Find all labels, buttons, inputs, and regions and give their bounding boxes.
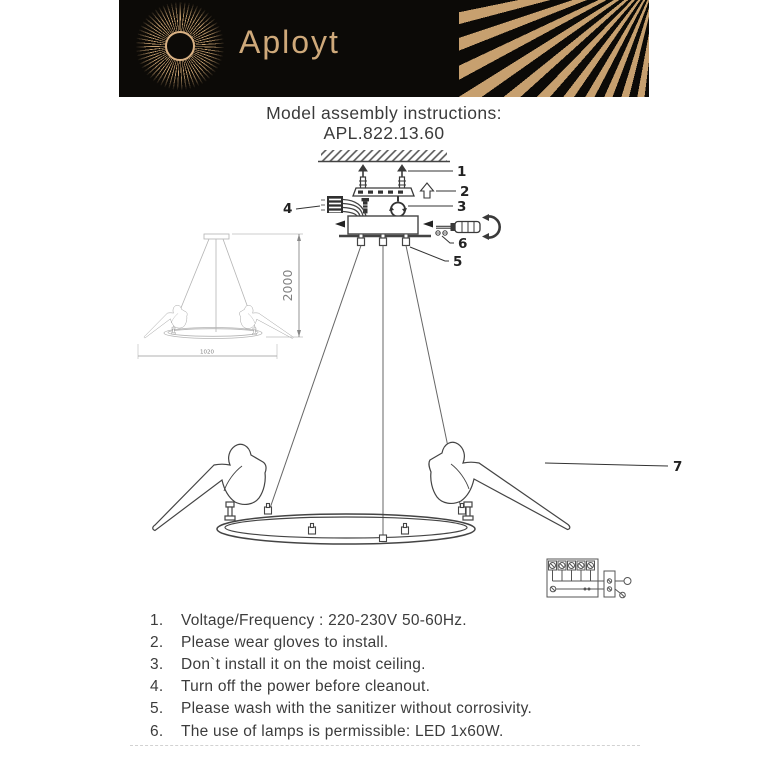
dim-width-label: 1020 <box>200 349 214 356</box>
callout-lines <box>296 171 668 466</box>
callout-7: 7 <box>673 459 683 475</box>
screw-and-grip <box>362 196 408 217</box>
instruction-item <box>150 698 532 720</box>
model-number: APL.822.13.60 <box>323 123 445 143</box>
dimension-width <box>138 344 277 359</box>
side-view-drawing <box>144 234 293 339</box>
canopy <box>335 216 433 246</box>
anchor-bolts <box>359 165 406 189</box>
suspension-cables <box>268 246 462 538</box>
bird-left <box>153 444 266 530</box>
callout-2: 2 <box>460 184 470 200</box>
callout-4: 4 <box>283 201 293 217</box>
callout-1: 1 <box>457 164 467 180</box>
item-number: 4. <box>150 678 164 696</box>
callout-5: 5 <box>453 254 463 270</box>
instruction-list <box>150 610 532 743</box>
instruction-item <box>150 632 532 654</box>
item-text: Turn off the power before cleanout. <box>181 678 431 696</box>
item-text: Please wash with the sanitizer without corrosivity. <box>181 700 533 718</box>
item-number: 2. <box>150 634 164 652</box>
ceiling-hatch <box>318 150 450 162</box>
item-text: Voltage/Frequency : 220-230V 50-60Hz. <box>181 612 467 630</box>
dim-height-label: 2000 <box>280 269 295 302</box>
terminal-block <box>321 196 366 216</box>
callout-6: 6 <box>458 236 468 252</box>
brand-logo-text: Aployt <box>239 24 340 60</box>
cut-line <box>130 745 640 746</box>
item-text: Don`t install it on the moist ceiling. <box>181 656 426 674</box>
item-number: 3. <box>150 656 164 674</box>
item-text: The use of lamps is permissible: LED 1x60W. <box>181 722 504 740</box>
screwdriver <box>436 214 500 240</box>
bird-right <box>429 442 570 529</box>
item-number: 1. <box>150 612 164 630</box>
item-number: 6. <box>150 722 164 740</box>
callout-3: 3 <box>457 199 467 215</box>
wiring-schematic <box>547 559 631 598</box>
ring <box>217 504 475 545</box>
instruction-item <box>150 610 532 632</box>
item-text: Please wear gloves to install. <box>181 634 389 652</box>
instruction-item <box>150 676 532 698</box>
instruction-item <box>150 720 532 742</box>
item-number: 5. <box>150 700 164 718</box>
page-title: Model assembly instructions: <box>266 103 502 123</box>
instruction-item <box>150 654 532 676</box>
